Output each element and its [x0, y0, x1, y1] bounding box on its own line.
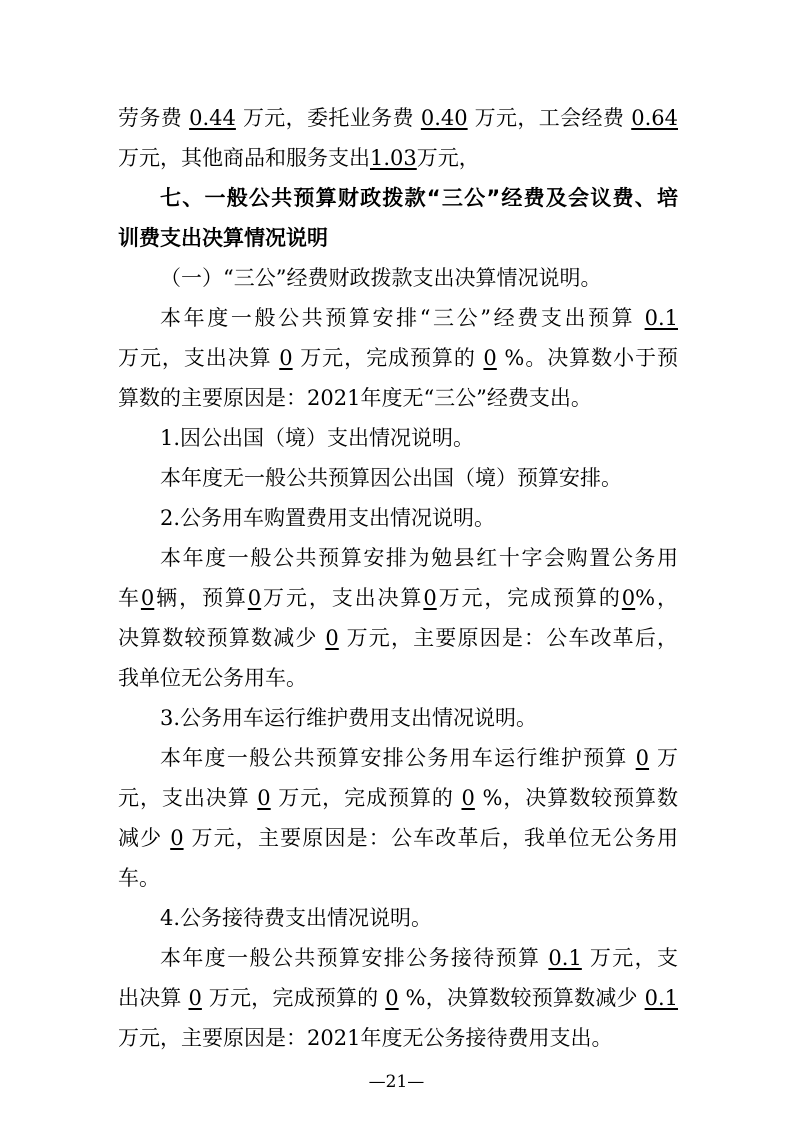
amount-value: 0 — [170, 826, 184, 850]
amount-value: 0.64 — [631, 106, 678, 130]
page-number: —21— — [368, 1072, 425, 1092]
paragraph-line: 车0辆，预算0万元，支出决算0万元，完成预算的0%， — [118, 586, 679, 610]
subsection-title: （一）“三公”经费财政拨款支出决算情况说明。 — [160, 266, 602, 290]
paragraph-line: 万元，主要原因是：2021年度无公务接待费用支出。 — [118, 1026, 613, 1050]
section-heading-cont: 训费支出决算情况说明 — [118, 226, 328, 250]
amount-value: 0 — [423, 586, 437, 610]
paragraph-line: 我单位无公务用车。 — [118, 666, 307, 690]
amount-value: 0.1 — [644, 986, 679, 1010]
amount-value: 0 — [257, 786, 271, 810]
amount-value: 0 — [621, 586, 636, 610]
item-title: 4.公务接待费支出情况说明。 — [160, 906, 433, 930]
paragraph-line: 算数的主要原因是：2021年度无“三公”经费支出。 — [118, 386, 592, 410]
paragraph-line: 出决算 0 万元，完成预算的 0 %，决算数较预算数减少 0.1 — [118, 986, 679, 1010]
amount-value: 0.1 — [548, 946, 582, 970]
paragraph-line: 本年度一般公共预算安排公务接待预算 0.1 万元，支 — [160, 946, 679, 970]
paragraph-line: 本年度一般公共预算安排为勉县红十字会购置公务用 — [160, 546, 678, 570]
amount-value: 0 — [188, 986, 202, 1010]
amount-value: 0 — [461, 786, 475, 810]
amount-value: 0 — [247, 586, 262, 610]
paragraph-line: 本年度无一般公共预算因公出国（境）预算安排。 — [160, 466, 622, 490]
amount-value: 0.40 — [420, 106, 468, 130]
amount-value: 0 — [140, 586, 155, 610]
section-heading: 七、一般公共预算财政拨款“三公”经费及会议费、培 — [160, 186, 678, 210]
paragraph-line: 万元，支出决算 0 万元，完成预算的 0 %。决算数小于预 — [118, 346, 678, 370]
paragraph-line: 劳务费 0.44 万元，委托业务费 0.40 万元，工会经费 0.64 — [118, 106, 678, 130]
amount-value: 0 — [279, 346, 293, 370]
item-title: 3.公务用车运行维护费用支出情况说明。 — [160, 706, 538, 730]
amount-value: 0.1 — [644, 306, 678, 330]
amount-value: 0 — [635, 746, 650, 770]
paragraph-line: 车。 — [118, 866, 160, 890]
paragraph-line: 本年度一般公共预算安排“三公”经费支出预算 0.1 — [160, 306, 678, 330]
paragraph-line: 万元，其他商品和服务支出1.03万元， — [118, 146, 480, 170]
amount-value: 1.03 — [370, 146, 417, 170]
paragraph-line: 减少 0 万元，主要原因是：公车改革后，我单位无公务用 — [118, 826, 679, 850]
amount-value: 0 — [325, 626, 339, 650]
item-title: 2.公务用车购置费用支出情况说明。 — [160, 506, 496, 530]
amount-value: 0 — [385, 986, 399, 1010]
paragraph-line: 元，支出决算 0 万元，完成预算的 0 %，决算数较预算数 — [118, 786, 678, 810]
paragraph-line: 本年度一般公共预算安排公务用车运行维护预算 0 万 — [160, 746, 678, 770]
amount-value: 0.44 — [189, 106, 236, 130]
paragraph-line: 决算数较预算数减少 0 万元，主要原因是：公车改革后， — [118, 626, 679, 650]
item-title: 1.因公出国（境）支出情况说明。 — [160, 426, 475, 450]
amount-value: 0 — [483, 346, 497, 370]
